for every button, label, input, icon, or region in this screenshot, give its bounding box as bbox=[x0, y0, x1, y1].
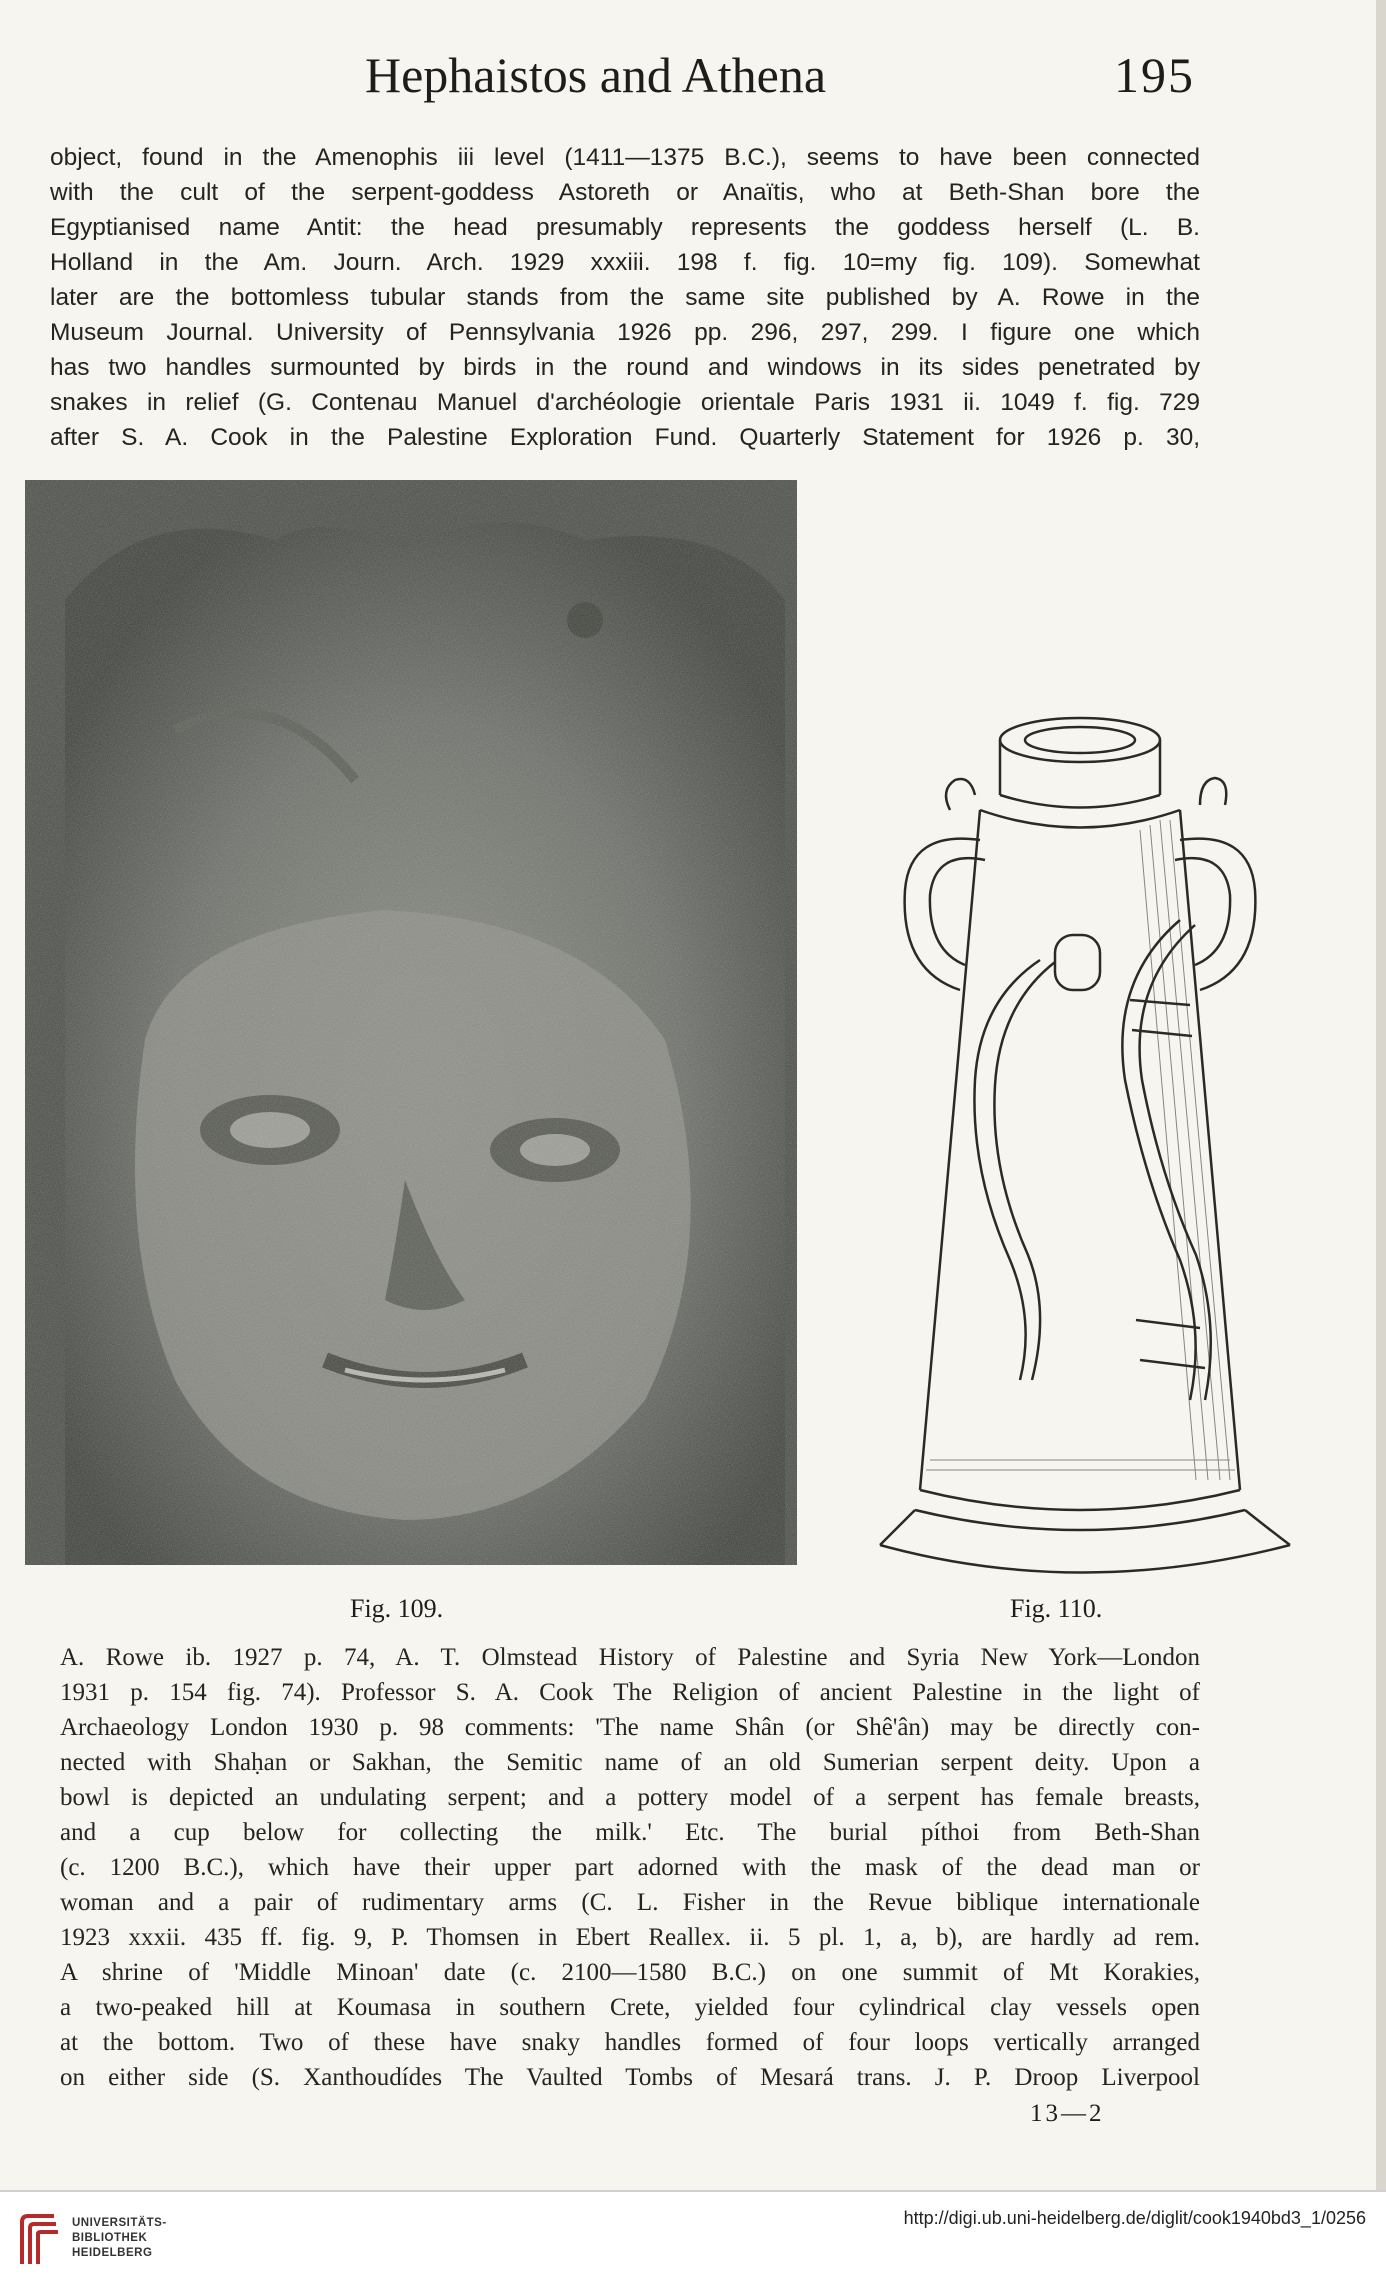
logo-line: HEIDELBERG bbox=[72, 2247, 153, 2259]
body-line: has two handles surmounted by birds in the round and windows in its sides penetrated by bbox=[50, 354, 1200, 381]
logo-line: BIBLIOTHEK bbox=[72, 2232, 148, 2244]
library-logo-text bbox=[72, 2216, 167, 2261]
footnote-line: on either side (S. Xanthoudídes The Vaulted Tombs of Mesará trans. J. P. Droop Liverpool bbox=[60, 2064, 1200, 2091]
figure-110-drawing bbox=[860, 700, 1300, 1580]
body-line: after S. A. Cook in the Palestine Exploration Fund. Quarterly Statement for 1926 p. 30, bbox=[50, 424, 1200, 451]
figure-109-photo bbox=[25, 480, 797, 1565]
signature-mark: 13—2 bbox=[1030, 2100, 1105, 2127]
body-text bbox=[50, 140, 1200, 455]
footnote-line: 1931 p. 154 fig. 74). Professor S. A. Cook The Religion of ancient Palestine in the light of bbox=[60, 1679, 1200, 1706]
footnote-line: woman and a pair of rudimentary arms (C. L. Fisher in the Revue biblique internationale bbox=[60, 1889, 1200, 1916]
library-footer bbox=[0, 2190, 1386, 2292]
footnote-line: nected with Shaḥan or Sakhan, the Semitic name of an old Sumerian serpent deity. Upon a bbox=[60, 1749, 1200, 1776]
running-title: Hephaistos and Athena bbox=[365, 47, 827, 103]
footnote-line: a two-peaked hill at Koumasa in southern Crete, yielded four cylindrical clay vessels open bbox=[60, 1994, 1200, 2021]
page-edge bbox=[1376, 0, 1386, 2190]
footnote-line: Archaeology London 1930 p. 98 comments: 'The name Shân (or Shê'ân) may be directly con- bbox=[60, 1714, 1200, 1741]
source-url-link[interactable]: http://digi.ub.uni-heidelberg.de/diglit/cook1940bd3_1/0256 bbox=[903, 2208, 1366, 2228]
body-line: snakes in relief (G. Contenau Manuel d'archéologie orientale Paris 1931 ii. 1049 f. fig. 729 bbox=[50, 389, 1200, 416]
footnote-line: A shrine of 'Middle Minoan' date (c. 2100—1580 B.C.) on one summit of Mt Korakies, bbox=[60, 1959, 1200, 1986]
footnote-line: (c. 1200 B.C.), which have their upper part adorned with the mask of the dead man or bbox=[60, 1854, 1200, 1881]
page-number: 195 bbox=[1114, 47, 1195, 103]
body-line: with the cult of the serpent-goddess Astoreth or Anaïtis, who at Beth-Shan bore the bbox=[50, 179, 1200, 206]
figure-109-caption: Fig. 109. bbox=[350, 1594, 444, 1623]
footnote-line: at the bottom. Two of these have snaky handles formed of four loops vertically arranged bbox=[60, 2029, 1200, 2056]
footnote-line: A. Rowe ib. 1927 p. 74, A. T. Olmstead History of Palestine and Syria New York—London bbox=[60, 1644, 1200, 1671]
body-line: Egyptianised name Antit: the head presumably represents the goddess herself (L. B. bbox=[50, 214, 1200, 241]
footnote-line: 1923 xxxii. 435 ff. fig. 9, P. Thomsen in Ebert Reallex. ii. 5 pl. 1, a, b), are hardly ad rem. bbox=[60, 1924, 1200, 1951]
logo-line: UNIVERSITÄTS- bbox=[72, 2217, 167, 2229]
body-line: Holland in the Am. Journ. Arch. 1929 xxxiii. 198 f. fig. 10=my fig. 109). Somewhat bbox=[50, 249, 1200, 276]
footnote bbox=[60, 1640, 1200, 2095]
footnote-line: and a cup below for collecting the milk.' Etc. The burial píthoi from Beth-Shan bbox=[60, 1819, 1200, 1846]
footnote-line: bowl is depicted an undulating serpent; and a pottery model of a serpent has female breasts, bbox=[60, 1784, 1200, 1811]
body-line: Museum Journal. University of Pennsylvania 1926 pp. 296, 297, 299. I figure one which bbox=[50, 319, 1200, 346]
footer-divider bbox=[0, 2190, 1386, 2192]
running-head bbox=[365, 40, 1195, 110]
body-line: object, found in the Amenophis iii level (1411—1375 B.C.), seems to have been connected bbox=[50, 144, 1200, 171]
body-line: later are the bottomless tubular stands from the same site published by A. Rowe in the bbox=[50, 284, 1200, 311]
library-logo-icon[interactable] bbox=[14, 2212, 64, 2268]
figure-110-caption: Fig. 110. bbox=[1010, 1594, 1103, 1623]
